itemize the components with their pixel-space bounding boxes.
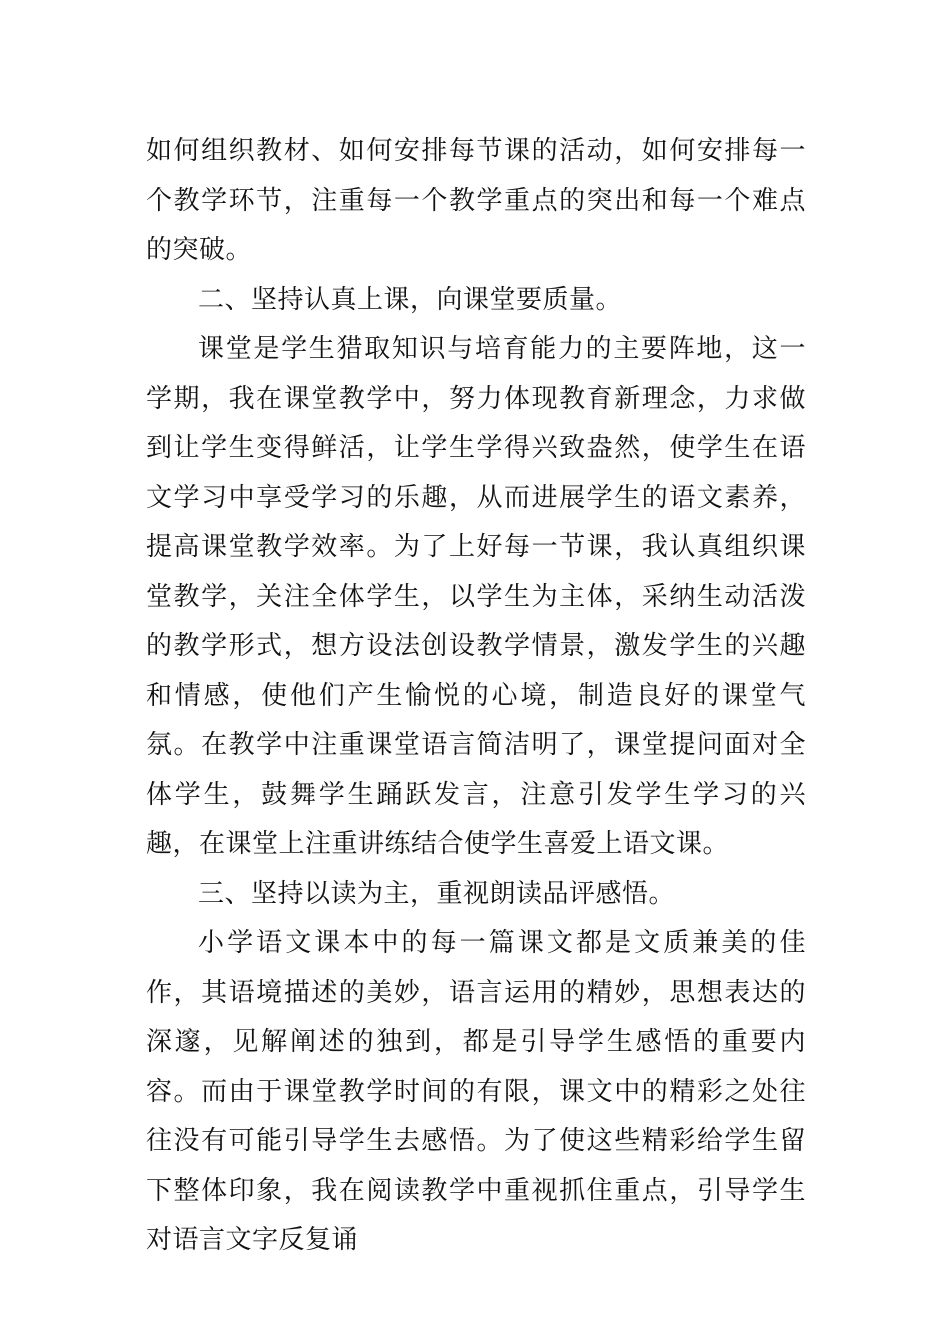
document-body <box>146 127 806 1266</box>
paragraph-3: 课堂是学生猎取知识与培育能力的主要阵地，这一学期，我在课堂教学中，努力体现教育新理念，力求做到让学生变得鲜活，让学生学得兴致盎然，使学生在语文学习中享受学习的乐趣，从而进展学生的语文素养，提高课堂教学效率。为了上好每一节课，我认真组织课堂教学，关注全体学生，以学生为主体，采纳生动活泼的教学形式，想方设法创设教学情景，激发学生的兴趣和情感，使他们产生愉悦的心境，制造良好的课堂气氛。在教学中注重课堂语言简洁明了，课堂提问面对全体学生，鼓舞学生踊跃发言，注意引发学生学习的兴趣，在课堂上注重讲练结合使学生喜爱上语文课。 <box>146 334 806 859</box>
section-heading-3: 三、坚持以读为主，重视朗读品评感悟。 <box>198 878 676 909</box>
paragraph-1: 如何组织教材、如何安排每节课的活动，如何安排每一个教学环节，注重每一个教学重点的突出和每一个难点的突破。 <box>146 136 806 265</box>
paragraph-5: 小学语文课本中的每一篇课文都是文质兼美的佳作，其语境描述的美妙，语言运用的精妙，思想表达的深邃，见解阐述的独到，都是引导学生感悟的重要内容。而由于课堂教学时间的有限，课文中的精彩之处往往没有可能引导学生去感悟。为了使这些精彩给学生留下整体印象，我在阅读教学中重视抓住重点，引导学生对语言文字反复诵 <box>146 928 806 1255</box>
section-heading-2: 二、坚持认真上课，向课堂要质量。 <box>198 284 623 315</box>
